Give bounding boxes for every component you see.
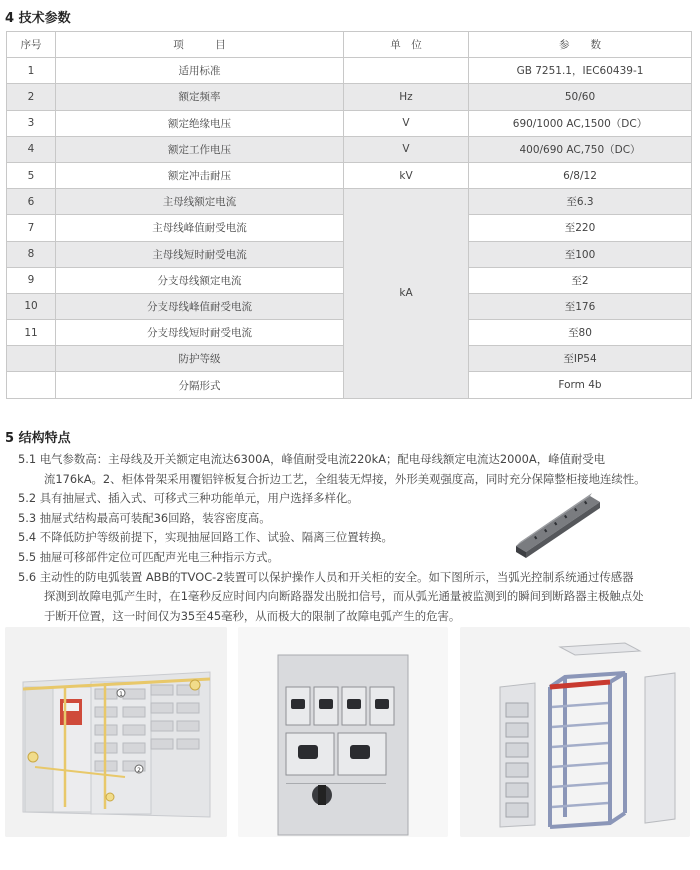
cell-param: 50/60 — [469, 84, 692, 110]
cell-no: 11 — [7, 320, 56, 346]
feature-item: 5.2 具有抽屉式、插入式、可移式三种功能单元，用户选择多样化。 — [18, 491, 359, 506]
cell-unit: V — [344, 110, 469, 136]
feature-item: 5.4 不降低防护等级前提下，实现抽屉回路工作、试验、隔离三位置转换。 — [18, 530, 393, 545]
cell-item: 防护等级 — [56, 346, 344, 372]
cell-param: 至176 — [469, 293, 692, 319]
cell-param: 至IP54 — [469, 346, 692, 372]
table-row — [7, 110, 692, 136]
drawer-units-image — [238, 627, 448, 837]
feature-item-continuation: 于断开位置，这一时间仅为35至45毫秒，从而极大的限制了故障电弧产生的危害。 — [44, 608, 461, 623]
cell-item: 分支母线短时耐受电流 — [56, 320, 344, 346]
cell-item: 主母线额定电流 — [56, 189, 344, 215]
cabinet-frame-image — [460, 627, 690, 837]
cell-param: 至6.3 — [469, 189, 692, 215]
cell-param: Form 4b — [469, 372, 692, 398]
feature-item: 5.6 主动性的防电弧装置 ABB的TVOC-2装置可以保护操作人员和开关柜的安全。如下图所示，当弧光控制系统通过传感器 — [18, 569, 634, 584]
cell-unit — [344, 58, 469, 84]
cell-item: 主母线峰值耐受电流 — [56, 215, 344, 241]
section-5-title: 5 结构特点 — [5, 431, 71, 446]
table-row — [7, 84, 692, 110]
cell-unit-merged: kA — [344, 189, 469, 399]
cell-no — [7, 372, 56, 398]
feature-item: 5.1 电气参数高：主母线及开关额定电流达6300A，峰值耐受电流220kA；配电母线额定电流达2000A，峰值耐受电 — [18, 452, 606, 466]
header-no: 序号 — [7, 32, 56, 58]
cell-item: 额定冲击耐压 — [56, 162, 344, 188]
cell-param: 690/1000 AC,1500（DC） — [469, 110, 692, 136]
cell-item: 额定绝缘电压 — [56, 110, 344, 136]
cell-no: 9 — [7, 267, 56, 293]
cell-no: 6 — [7, 189, 56, 215]
feature-item-continuation: 探测到故障电弧产生时，在1毫秒反应时间内向断路器发出脱扣信号，而从弧光通量被监测到的瞬间到断路器主极触点处 — [44, 589, 644, 604]
table-row — [7, 58, 692, 84]
marker-2: 2 — [137, 767, 141, 774]
table-row — [7, 136, 692, 162]
cell-unit: V — [344, 136, 469, 162]
cell-no: 8 — [7, 241, 56, 267]
cell-unit: kV — [344, 162, 469, 188]
feature-item: 5.5 抽屉可移部件定位可匹配声光电三种指示方式。 — [18, 549, 279, 564]
header-unit: 单 位 — [344, 32, 469, 58]
cell-no: 7 — [7, 215, 56, 241]
cell-item: 分隔形式 — [56, 372, 344, 398]
switchgear-lineup-image — [5, 627, 227, 837]
cell-param: 400/690 AC,750（DC） — [469, 136, 692, 162]
cell-item: 额定频率 — [56, 84, 344, 110]
cell-unit: Hz — [344, 84, 469, 110]
cell-item: 额定工作电压 — [56, 136, 344, 162]
cell-no: 2 — [7, 84, 56, 110]
cell-no: 1 — [7, 58, 56, 84]
cell-no — [7, 346, 56, 372]
cell-param: GB 7251.1，IEC60439-1 — [469, 58, 692, 84]
table-row — [7, 162, 692, 188]
section-4-title: 4 技术参数 — [5, 11, 71, 26]
cell-param: 至80 — [469, 320, 692, 346]
spec-table — [6, 31, 692, 399]
table-row — [7, 189, 692, 215]
marker-1: 1 — [119, 691, 123, 698]
cell-no: 5 — [7, 162, 56, 188]
cell-no: 4 — [7, 136, 56, 162]
frame-rail-image — [512, 490, 602, 560]
cell-item: 主母线短时耐受电流 — [56, 241, 344, 267]
feature-item: 5.3 抽屉式结构最高可装配36回路，装容密度高。 — [18, 510, 271, 525]
header-item: 项 目 — [56, 32, 344, 58]
table-header-row — [7, 32, 692, 58]
cell-no: 3 — [7, 110, 56, 136]
cell-param: 至220 — [469, 215, 692, 241]
header-param: 参 数 — [469, 32, 692, 58]
cell-no: 10 — [7, 293, 56, 319]
cell-item: 分支母线峰值耐受电流 — [56, 293, 344, 319]
feature-item-continuation: 流176kA。2、柜体骨架采用覆铝锌板复合折边工艺，全组装无焊接，外形美观强度高，同时充分保障整柜接地连续性。 — [44, 471, 646, 486]
cell-item: 适用标准 — [56, 58, 344, 84]
cell-param: 至100 — [469, 241, 692, 267]
cell-item: 分支母线额定电流 — [56, 267, 344, 293]
cell-param: 6/8/12 — [469, 162, 692, 188]
cell-param: 至2 — [469, 267, 692, 293]
